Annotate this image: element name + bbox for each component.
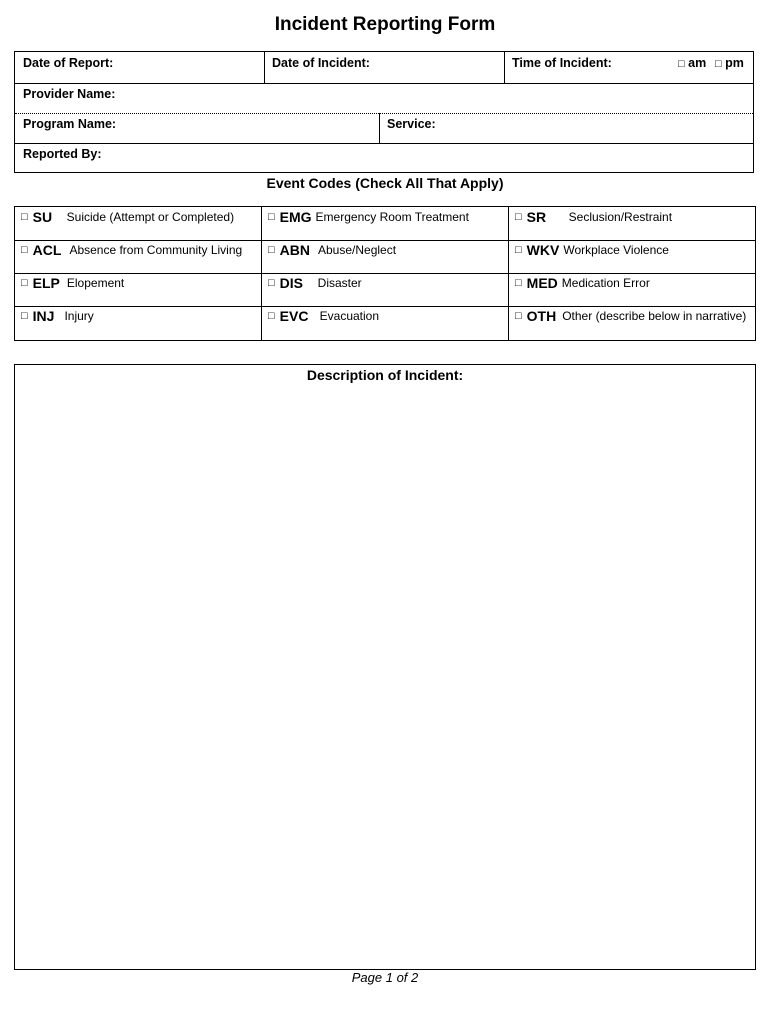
event-code-label: SR: [526, 209, 547, 225]
event-code-oth[interactable]: [509, 306, 746, 326]
date-of-report-field[interactable]: [15, 52, 264, 83]
event-code-description: Injury: [64, 309, 94, 323]
event-code-label: OTH: [526, 308, 557, 324]
event-code-sr[interactable]: [509, 207, 672, 227]
event-code-med[interactable]: [509, 273, 650, 293]
program-name-label: Program Name:: [23, 117, 117, 131]
am-option[interactable]: [678, 56, 706, 70]
date-of-report-label: Date of Report:: [23, 56, 114, 70]
provider-name-label: Provider Name:: [23, 87, 116, 101]
event-code-evc[interactable]: [262, 306, 379, 326]
event-code-wkv[interactable]: [509, 240, 669, 260]
event-code-abn[interactable]: [262, 240, 396, 260]
checkbox-icon[interactable]: □: [515, 277, 522, 289]
event-code-acl[interactable]: [15, 240, 242, 260]
event-code-description: Other (describe below in narrative): [562, 309, 747, 323]
event-code-su[interactable]: [15, 207, 234, 227]
service-field[interactable]: [379, 113, 753, 143]
event-code-description: Seclusion/Restraint: [568, 210, 673, 224]
checkbox-icon[interactable]: □: [515, 211, 522, 223]
event-code-label: MED: [526, 275, 558, 291]
pm-option[interactable]: [715, 56, 744, 70]
event-code-label: INJ: [32, 308, 55, 324]
checkbox-icon[interactable]: □: [21, 211, 28, 223]
checkbox-icon[interactable]: □: [21, 277, 28, 289]
service-label: Service:: [387, 117, 436, 131]
event-code-elp[interactable]: [15, 273, 124, 293]
program-name-field[interactable]: [15, 113, 379, 143]
event-code-label: WKV: [526, 242, 560, 258]
checkbox-icon[interactable]: □: [268, 244, 275, 256]
checkbox-icon[interactable]: □: [515, 244, 522, 256]
event-code-label: EVC: [279, 308, 309, 324]
event-code-label: SU: [32, 209, 53, 225]
event-code-description: Medication Error: [561, 276, 650, 290]
checkbox-icon[interactable]: □: [268, 211, 275, 223]
provider-name-field[interactable]: [15, 83, 753, 113]
checkbox-icon: □: [678, 58, 685, 70]
description-title: Description of Incident:: [306, 367, 464, 383]
date-of-incident-label: Date of Incident:: [272, 56, 370, 70]
event-code-description: Emergency Room Treatment: [315, 210, 469, 224]
page-number: Page 1 of 2: [351, 970, 419, 985]
event-codes-table: [14, 206, 756, 341]
event-code-label: ELP: [32, 275, 60, 291]
event-code-label: ABN: [279, 242, 310, 258]
checkbox-icon[interactable]: □: [515, 310, 522, 322]
pm-label: pm: [725, 56, 744, 70]
event-code-dis[interactable]: [262, 273, 362, 293]
date-of-incident-field[interactable]: [264, 52, 504, 83]
description-box[interactable]: [14, 364, 756, 970]
reported-by-field[interactable]: [15, 143, 753, 172]
form-title: Incident Reporting Form: [274, 14, 496, 35]
event-code-description: Elopement: [66, 276, 125, 290]
event-code-emg[interactable]: [262, 207, 469, 227]
header-fields-table: [14, 51, 754, 173]
time-of-incident-label: Time of Incident:: [512, 56, 612, 70]
event-code-description: Abuse/Neglect: [318, 243, 397, 257]
event-code-label: DIS: [279, 275, 303, 291]
checkbox-icon: □: [715, 58, 722, 70]
event-code-description: Workplace Violence: [563, 243, 669, 257]
event-code-inj[interactable]: [15, 306, 94, 326]
checkbox-icon[interactable]: □: [268, 277, 275, 289]
reported-by-label: Reported By:: [23, 147, 102, 161]
event-code-description: Disaster: [317, 276, 362, 290]
event-code-description: Evacuation: [319, 309, 380, 323]
am-label: am: [688, 56, 707, 70]
event-code-label: EMG: [279, 209, 312, 225]
checkbox-icon[interactable]: □: [268, 310, 275, 322]
checkbox-icon[interactable]: □: [21, 244, 28, 256]
event-code-description: Absence from Community Living: [69, 243, 243, 257]
event-codes-title: Event Codes (Check All That Apply): [266, 175, 504, 191]
event-code-label: ACL: [32, 242, 62, 258]
event-code-description: Suicide (Attempt or Completed): [66, 210, 235, 224]
checkbox-icon[interactable]: □: [21, 310, 28, 322]
